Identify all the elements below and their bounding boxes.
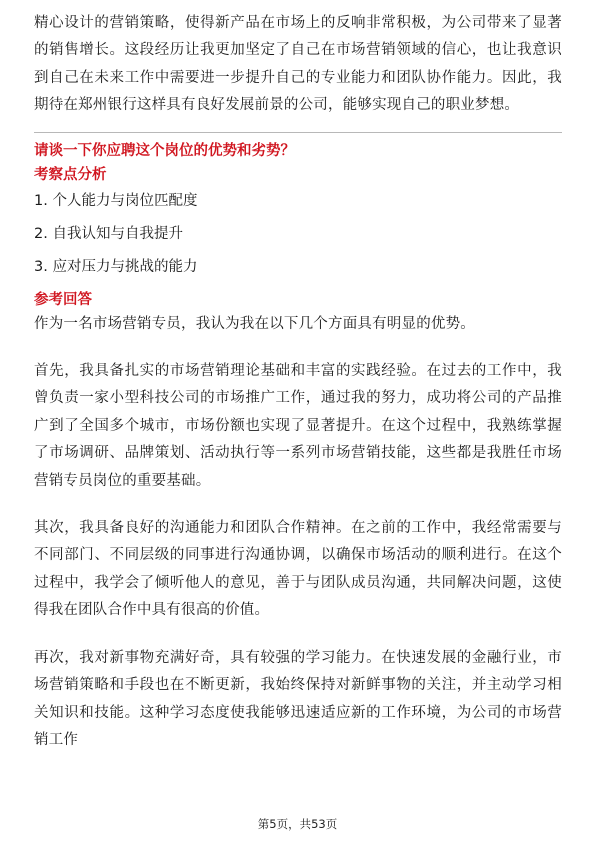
answer-title: 参考回答	[34, 291, 92, 308]
answer-paragraph: 首先，我具备扎实的市场营销理论基础和丰富的实践经验。在过去的工作中，我曾负责一家小型科技公司的市场推广工作，通过我的努力，成功将公司的产品推广到了全国多个城市，市场份额也实现了显著提升。在这个过程中，我熟练掌握了市场调研、品牌策划、活动执行等一系列市场营销技能，这些都是我胜任市场营销专员岗位的重要基础。	[34, 363, 562, 489]
interview-question: 请谈一下你应聘这个岗位的优势和劣势？	[34, 142, 295, 159]
key-point-item: 2. 自我认知与自我提升	[34, 225, 183, 242]
intro-paragraph: 精心设计的营销策略，使得新产品在市场上的反响非常积极，为公司带来了显著的销售增长。这段经历让我更加坚定了自己在市场营销领域的信心，也让我意识到自己在未来工作中需要进一步提升自己的专业能力和团队协作能力。因此，我期待在郑州银行这样具有良好发展前景的公司，能够实现自己的职业梦想。	[34, 15, 562, 114]
document-page	[34, 10, 562, 754]
answer-paragraph: 再次，我对新事物充满好奇，具有较强的学习能力。在快速发展的金融行业，市场营销策略和手段也在不断更新，我始终保持对新鲜事物的关注，并主动学习相关知识和技能。这种学习态度使我能够迅速适应新的工作环境，为公司的市场营销工作	[34, 649, 562, 748]
page-number: 第5页，共53页	[257, 817, 338, 831]
key-point-item: 1. 个人能力与岗位匹配度	[34, 192, 198, 209]
section-divider	[34, 132, 562, 133]
key-point-item: 3. 应对压力与挑战的能力	[34, 258, 198, 275]
key-points-title: 考察点分析	[34, 166, 107, 183]
answer-paragraph: 其次，我具备良好的沟通能力和团队合作精神。在之前的工作中，我经常需要与不同部门、不同层级的同事进行沟通协调，以确保市场活动的顺利进行。在这个过程中，我学会了倾听他人的意见，善于与团队成员沟通，共同解决问题，这使得我在团队合作中具有很高的价值。	[34, 520, 562, 619]
key-points-list	[34, 190, 562, 278]
answer-paragraph: 作为一名市场营销专员，我认为我在以下几个方面具有明显的优势。	[34, 315, 475, 332]
